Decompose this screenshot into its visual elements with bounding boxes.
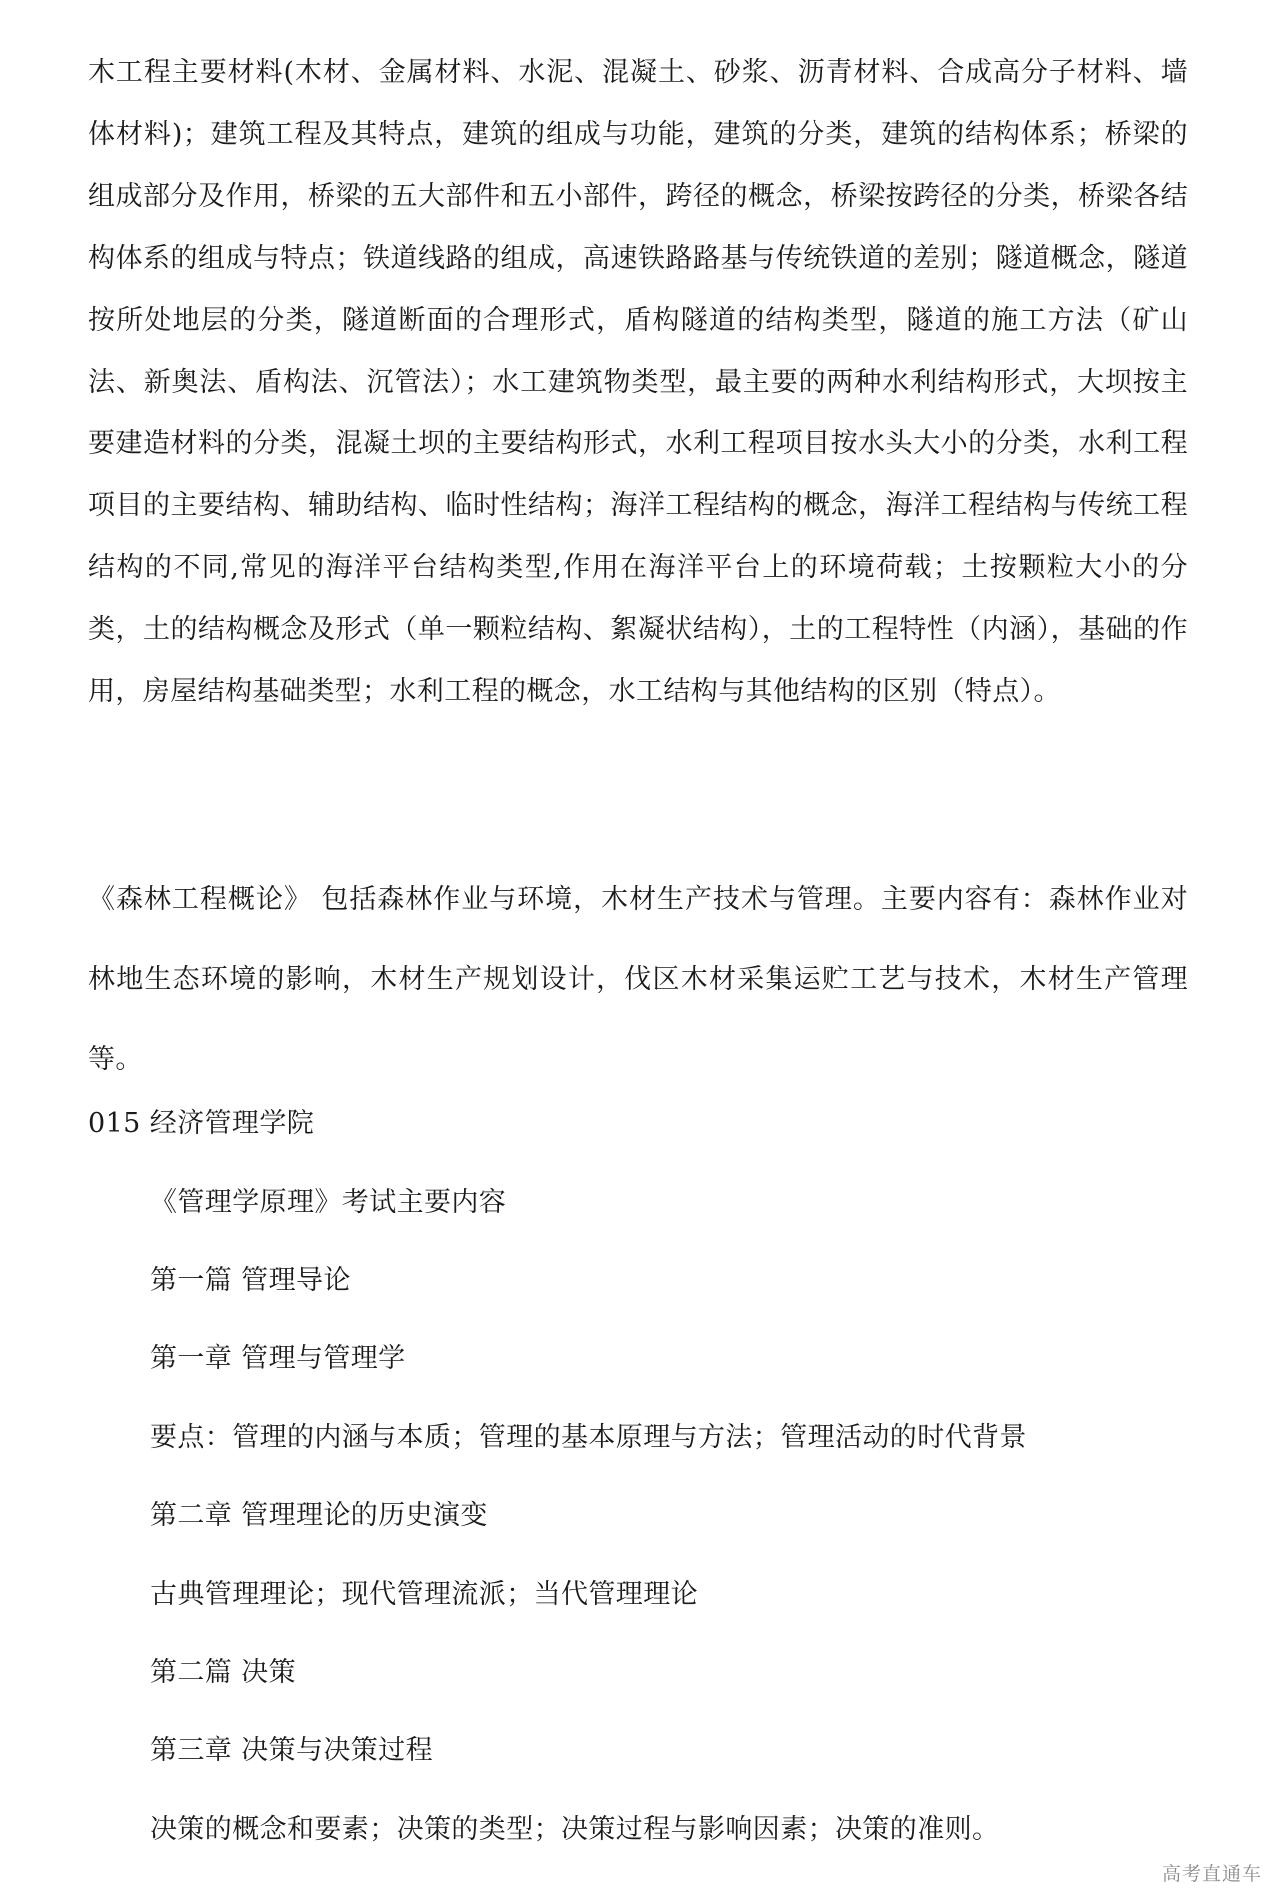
- chapter-3-key-points: 决策的概念和要素；决策的类型；决策过程与影响因素；决策的准则。: [150, 1814, 1000, 1845]
- paragraph-civil-engineering-materials: 木工程主要材料(木材、金属材料、水泥、混凝土、砂浆、沥青材料、合成高分子材料、墙体材料)；建筑工程及其特点，建筑的组成与功能，建筑的分类，建筑的结构体系；桥梁的组成部分及作用，桥梁的五大部件和五小部件，跨径的概念，桥梁按跨径的分类，桥梁各结构体系的组成与特点；铁道线路的组成，高速铁路路基与传统铁道的差别；隧道概念，隧道按所处地层的分类，隧道断面的合理形式，盾构隧道的结构类型，隧道的施工方法（矿山法、新奥法、盾构法、沉管法）；水工建筑物类型，最主要的两种水利结构形式，大坝按主要建造材料的分类，混凝土坝的主要结构形式，水利工程项目按水头大小的分类，水利工程项目的主要结构、辅助结构、临时性结构；海洋工程结构的概念，海洋工程结构与传统工程结构的不同,常见的海洋平台结构类型,作用在海洋平台上的环境荷载；土按颗粒大小的分类，土的结构概念及形式（单一颗粒结构、絮凝状结构），土的工程特性（内涵），基础的作用，房屋结构基础类型；水利工程的概念，水工结构与其他结构的区别（特点）。: [88, 57, 1188, 708]
- course-title: 《管理学原理》考试主要内容: [150, 1187, 507, 1218]
- chapter-1-key-points: 要点：管理的内涵与本质；管理的基本原理与方法；管理活动的时代背景: [150, 1422, 1027, 1453]
- chapter-heading-3: 第三章 决策与决策过程: [150, 1735, 433, 1766]
- chapter-heading-2: 第二章 管理理论的历史演变: [150, 1500, 488, 1531]
- school-heading: 015 经济管理学院: [88, 1108, 315, 1139]
- part-heading-2: 第二篇 决策: [150, 1657, 296, 1688]
- paragraph-forest-engineering: 《森林工程概论》 包括森林作业与环境，木材生产技术与管理。主要内容有：森林作业对林地生态环境的影响，木材生产规划设计，伐区木材采集运贮工艺与技术，木材生产管理等。: [88, 884, 1188, 1075]
- watermark-text: 高考直通车: [1161, 1863, 1262, 1885]
- part-heading-1: 第一篇 管理导论: [150, 1265, 351, 1296]
- chapter-2-key-points: 古典管理理论；现代管理流派；当代管理理论: [150, 1579, 698, 1610]
- chapter-heading-1: 第一章 管理与管理学: [150, 1343, 406, 1374]
